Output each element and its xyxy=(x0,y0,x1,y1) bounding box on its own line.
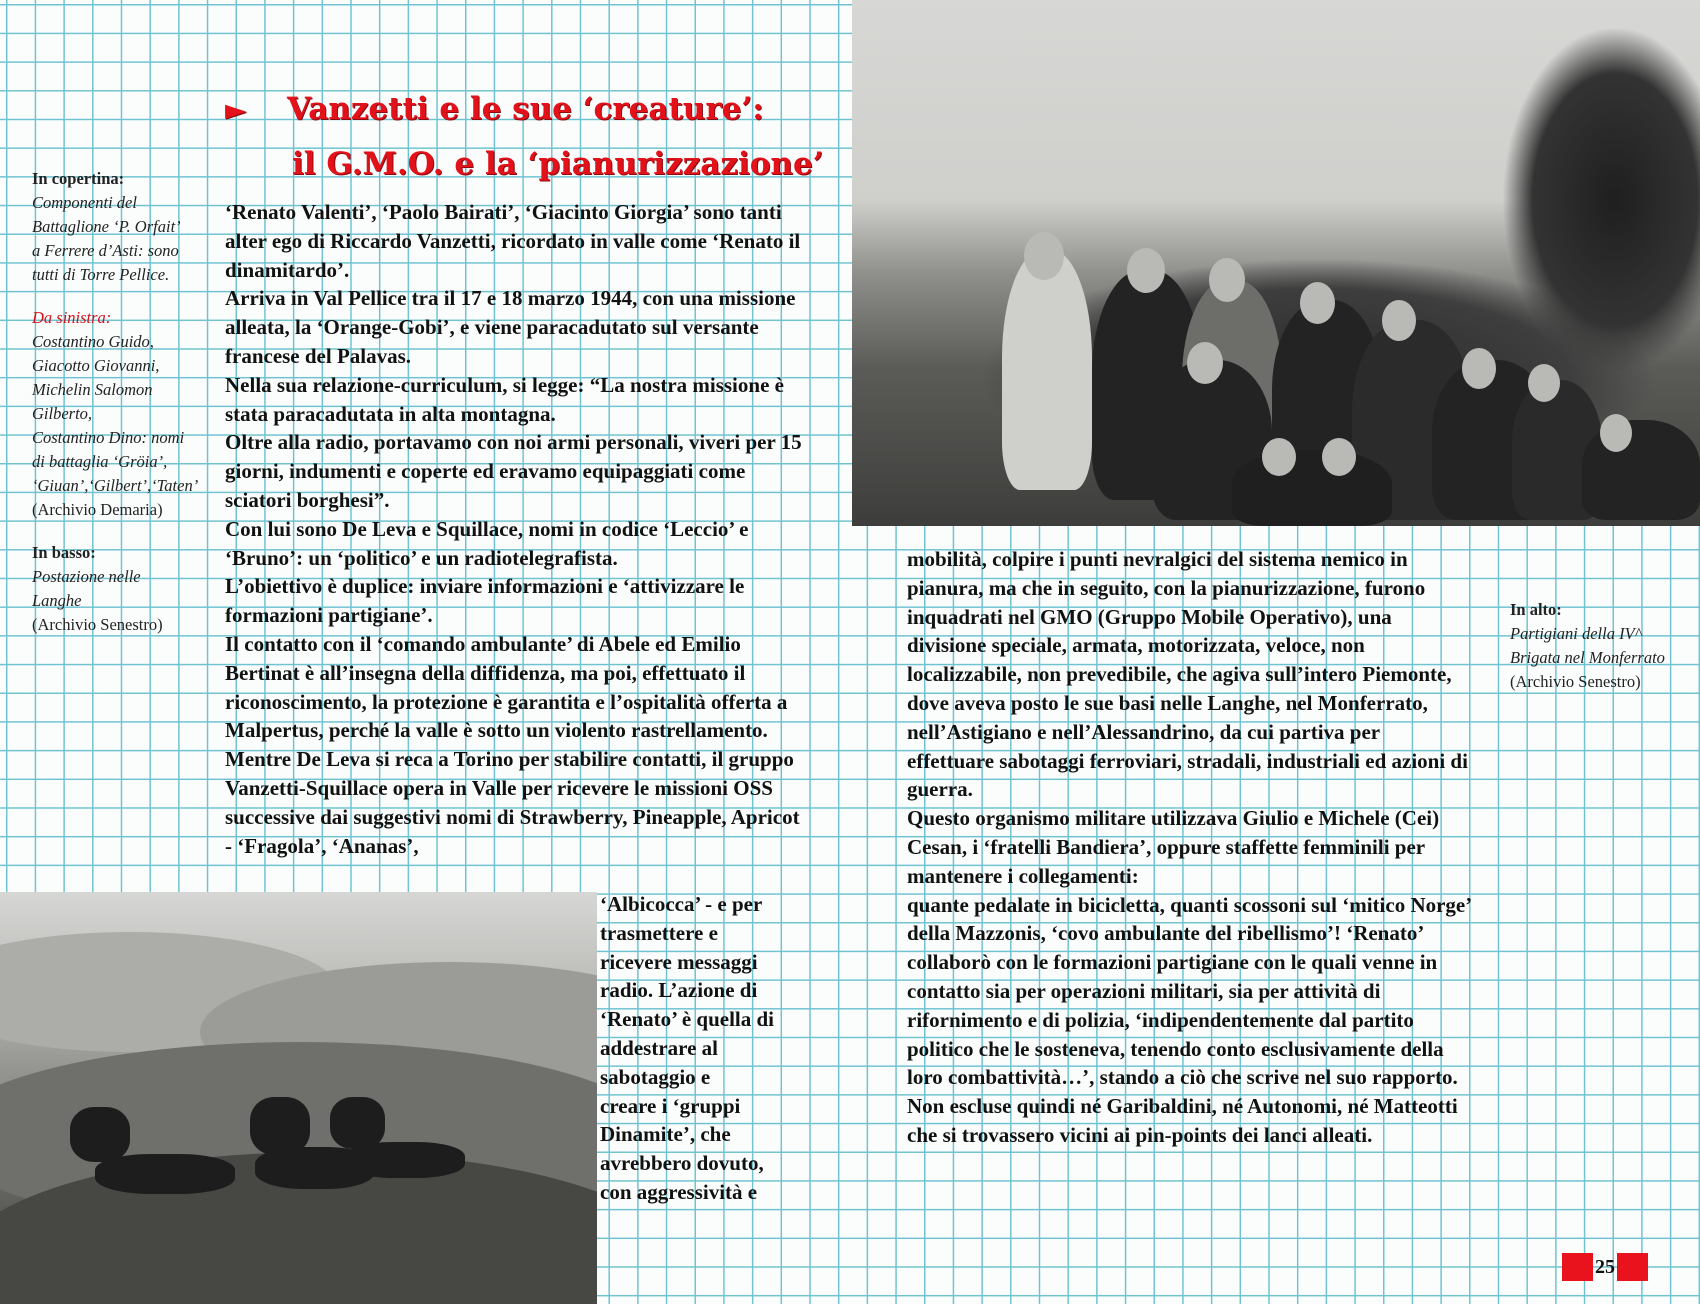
caption-bottom-heading: In basso: xyxy=(32,543,96,562)
paragraph: Arriva in Val Pellice tra il 17 e 18 marzo 1944, con una missione alleata, la ‘Orange-Gobi’, e viene paracadutato sul versante francese del Palavas. xyxy=(225,286,796,368)
paragraph: ‘Renato Valenti’, ‘Paolo Bairati’, ‘Giacinto Giorgia’ sono tanti alter ego di Riccardo Vanzetti, ricordato in valle come ‘Renato il dinamitardo’. xyxy=(225,200,801,282)
photo-langhe-position xyxy=(0,892,597,1304)
page-number-right-block xyxy=(1617,1253,1648,1281)
caption-line: ‘Giuan’,‘Gilbert’,‘Taten’ xyxy=(32,476,199,495)
paragraph: Con lui sono De Leva e Squillace, nomi in codice ‘Leccio’ e ‘Bruno’: un ‘politico’ e un radiotelegrafista. xyxy=(225,516,749,570)
page-number: 25 xyxy=(1595,1256,1615,1278)
paragraph: Questo organismo militare utilizzava Giulio e Michele (Cei) Cesan, i ‘fratelli Bandiera’, oppure staffette femminili per mantenere i collegamenti: xyxy=(907,806,1440,888)
caption-line: Partigiani della IV^ xyxy=(1510,624,1642,643)
page-number-left-block xyxy=(1562,1253,1593,1281)
caption-line: di battaglia ‘Gröia’, xyxy=(32,452,168,471)
text-line: ricevere messaggi xyxy=(600,949,758,974)
paragraph: mobilità, colpire i punti nevralgici del sistema nemico in pianura, ma che in seguito, con la pianurizzazione, furono inquadrati nel GMO (Gruppo Mobile Operativo), una divisione speciale, armata, motorizzata, veloce, non localizzabile, non prevedibile, che agiva sull’intero Piemonte, dove aveva posto le sue basi nelle Langhe, nel Monferrato, nell’Astigiano e nell’Alessandrino, da cui partiva per effettuare sabotaggi ferroviari, stradali, industriali ed azioni di guerra. xyxy=(907,547,1468,802)
paragraph: quante pedalate in bicicletta, quanti scossoni sul ‘mitico Norge’ della Mazzonis, ‘covo ambulante del ribellismo’! ‘Renato’ collaborò con le formazioni partigiane con le quali venne in contatto sia per operazioni militari, sia per attività di rifornimento e di polizia, ‘indipendentemente dal partito politico che le sosteneva, tenendo conto esclusivamente della loro combattività…’, stando a ciò che scrive nel suo rapporto. Non escluse quindi né Garibaldini, né Autonomi, né Matteotti che si trovassero vicini ai pin-points dei lanci alleati. xyxy=(907,892,1471,1147)
caption-left xyxy=(32,167,202,637)
text-line: creare i ‘gruppi xyxy=(600,1093,741,1118)
text-line: radio. L’azione di xyxy=(600,978,758,1003)
caption-left-label: Da sinistra: xyxy=(32,308,112,327)
text-line: trasmettere e xyxy=(600,920,718,945)
paragraph: Mentre De Leva si reca a Torino per stabilire contatti, il gruppo Vanzetti-Squillace opera in Valle per ricevere le missioni OSS successive dai suggestivi nomi di Strawberry, Pineapple, Apricot - ‘Fragola’, ‘Ananas’, xyxy=(225,747,800,858)
paragraph: Nella sua relazione-curriculum, si legge: “La nostra missione è stata paracadutata in alta montagna. xyxy=(225,372,784,426)
title-line-1: ► Vanzetti e le sue ‘creature’: xyxy=(225,82,825,137)
body-column-1-continued xyxy=(600,890,805,1207)
caption-top-heading: In alto: xyxy=(1510,600,1562,619)
text-line: ‘Renato’ è quella di xyxy=(600,1007,775,1032)
caption-cover-heading: In copertina: xyxy=(32,169,125,188)
title-line-2: il G.M.O. e la ‘pianurizzazione’ xyxy=(292,146,824,182)
body-column-2 xyxy=(907,545,1472,1150)
caption-line: Costantino Guido, xyxy=(32,332,154,351)
caption-line: Postazione nelle xyxy=(32,567,141,586)
paragraph: Il contatto con il ‘comando ambulante’ di Abele ed Emilio Bertinat è all’insegna della diffidenza, ma poi, effettuato il riconoscimento, la protezione è garantita e l’ospitalità offerta a Malpertus, perché la valle è sotto un violento rastrellamento. xyxy=(225,631,788,743)
caption-line: tutti di Torre Pellice. xyxy=(32,265,170,284)
photo-partisans-group xyxy=(852,0,1700,526)
text-line: sabotaggio e xyxy=(600,1064,711,1089)
paragraph: Oltre alla radio, portavamo con noi armi personali, viveri per 15 giorni, indumenti e coperte ed eravamo equipaggiati come sciatori borghesi”. xyxy=(225,430,802,512)
caption-line: Giacotto Giovanni, xyxy=(32,356,160,375)
caption-line: Michelin Salomon xyxy=(32,380,153,399)
text-line: con aggressività e xyxy=(600,1179,758,1204)
caption-source: (Archivio Senestro) xyxy=(1510,672,1641,691)
paragraph: L’obiettivo è duplice: inviare informazioni e ‘attivizzare le formazioni partigiane’. xyxy=(225,574,745,628)
caption-right xyxy=(1510,598,1680,694)
caption-line: Gilberto, xyxy=(32,404,93,423)
caption-line: Battaglione ‘P. Orfait’ xyxy=(32,217,181,236)
text-line: addestrare al xyxy=(600,1035,719,1060)
body-column-1 xyxy=(225,198,808,860)
triangle-arrow-icon: ► xyxy=(225,93,247,126)
article-title xyxy=(225,82,825,192)
caption-line: Costantino Dino: nomi xyxy=(32,428,185,447)
text-line: avrebbero dovuto, xyxy=(600,1151,764,1176)
text-line: Dinamite’, che xyxy=(600,1122,731,1147)
caption-source: (Archivio Senestro) xyxy=(32,615,163,634)
caption-source: (Archivio Demaria) xyxy=(32,500,163,519)
caption-line: Brigata nel Monferrato xyxy=(1510,648,1665,667)
text-line: ‘Albicocca’ - e per xyxy=(600,892,763,916)
caption-line: Componenti del xyxy=(32,193,137,212)
caption-line: Langhe xyxy=(32,591,82,610)
caption-line: a Ferrere d’Asti: sono xyxy=(32,241,179,260)
